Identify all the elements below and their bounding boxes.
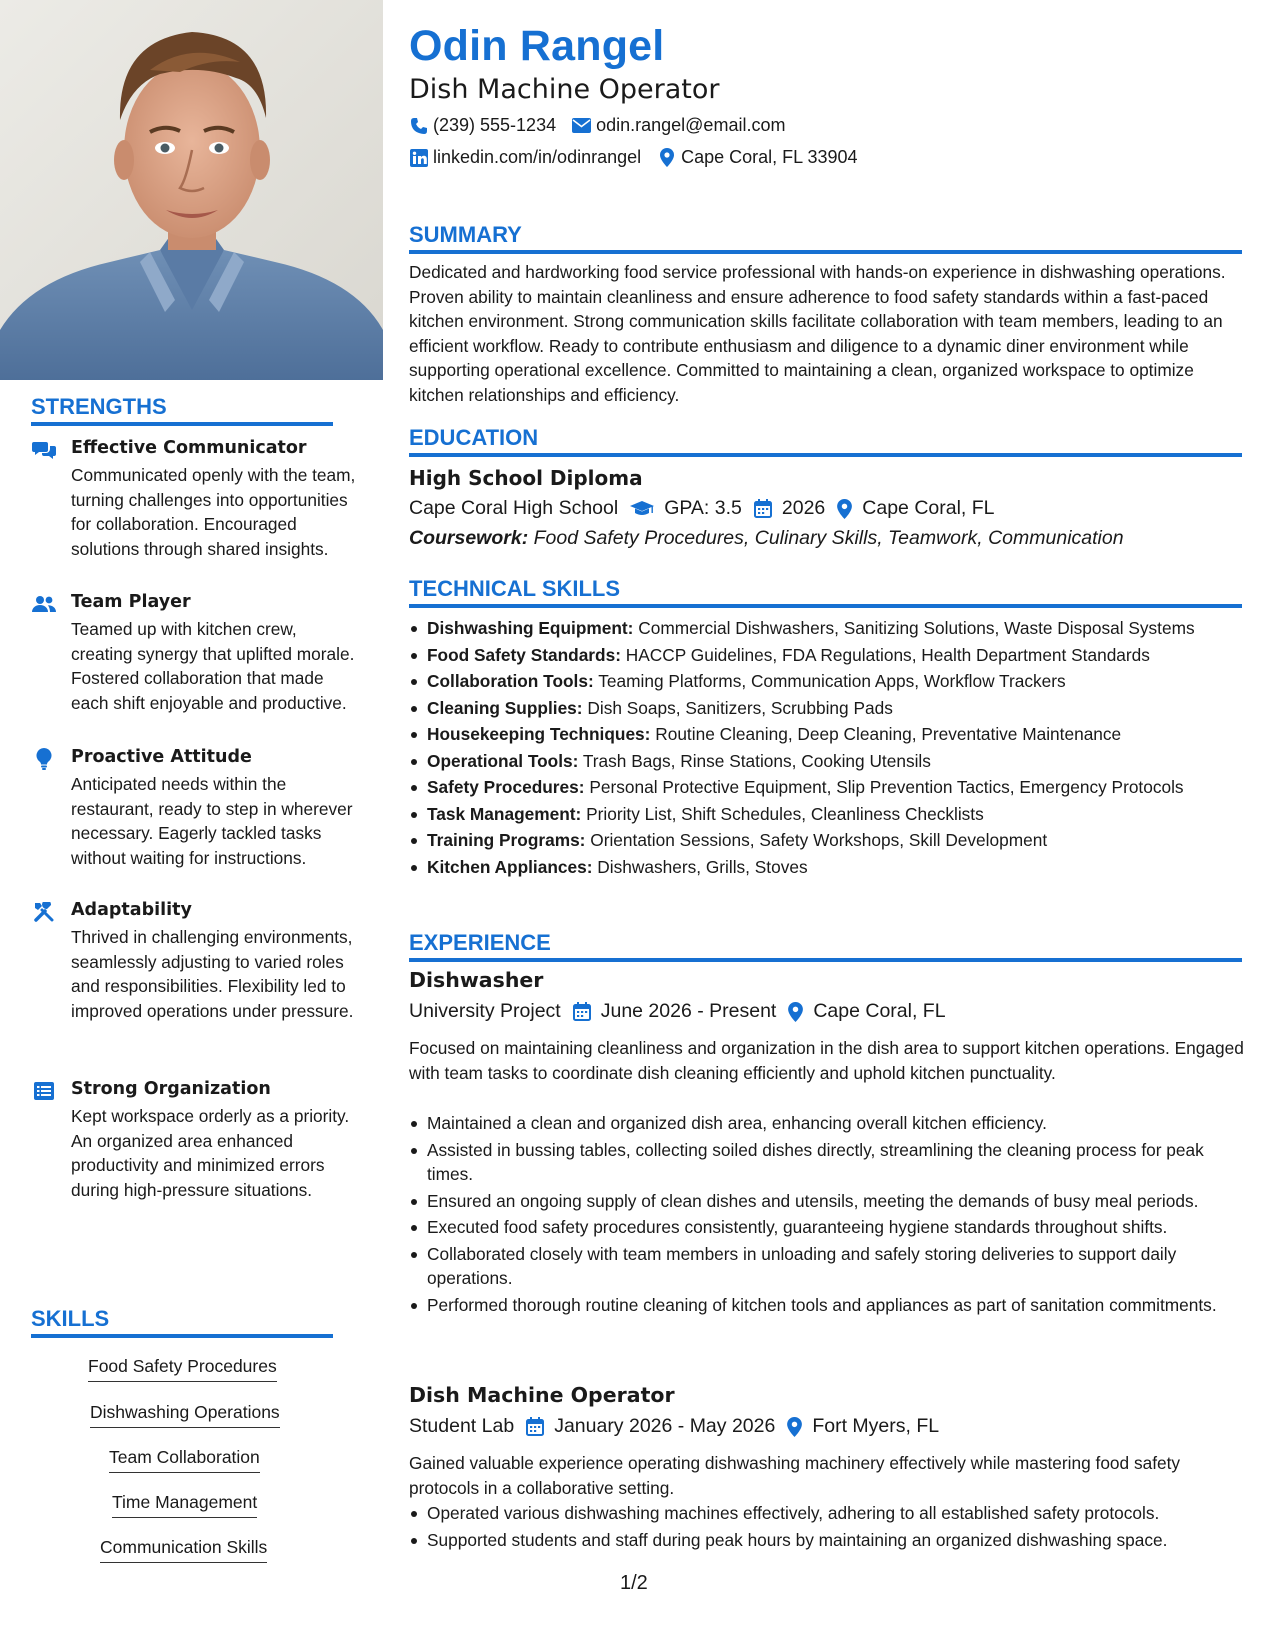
strength-title: Effective Communicator <box>71 438 307 458</box>
list-item: Kitchen Appliances: Dishwashers, Grills, Stoves <box>409 855 1244 880</box>
contact-row-1 <box>409 115 801 136</box>
list-item: Cleaning Supplies: Dish Soaps, Sanitizers, Scrubbing Pads <box>409 696 1244 721</box>
skills-heading: SKILLS <box>31 1306 110 1331</box>
location-pin-icon <box>788 1002 803 1022</box>
job-location: Fort Myers, FL <box>812 1415 940 1437</box>
list-item: Collaborated closely with team members in unloading and safely storing deliveries to support daily operations. <box>409 1242 1244 1291</box>
experience-rule <box>409 958 1242 962</box>
education-rule <box>409 453 1242 457</box>
list-icon <box>32 1080 56 1102</box>
coursework-text: Food Safety Procedures, Culinary Skills, Teamwork, Communication <box>533 527 1124 549</box>
education-meta <box>409 497 995 520</box>
candidate-name: Odin Rangel <box>409 22 665 70</box>
list-item: Safety Procedures: Personal Protective Equipment, Slip Prevention Tactics, Emergency Protocols <box>409 775 1244 800</box>
list-item: Operational Tools: Trash Bags, Rinse Stations, Cooking Utensils <box>409 749 1244 774</box>
coursework-line <box>409 527 1124 550</box>
coursework-label: Coursework: <box>409 527 529 549</box>
strength-title: Strong Organization <box>71 1079 271 1099</box>
degree-title: High School Diploma <box>409 466 643 490</box>
comments-icon <box>32 439 56 461</box>
calendar-icon <box>573 1002 591 1021</box>
summary-text: Dedicated and hardworking food service professional with hands-on experience in dishwashing operations. Proven ability to maintain cleanliness and ensure adherence to food safety standards within a fast-paced kitchen environment. Strong communication skills facilitate collaboration with team members, leading to an efficient workflow. Ready to contribute enthusiasm and diligence to a dynamic diner environment while supporting operational excellence. Committed to maintaining a clean, organized workspace to optimize kitchen relationships and efficiency. <box>409 262 1226 405</box>
tools-icon <box>32 901 56 923</box>
gpa-text: GPA: 3.5 <box>664 497 742 519</box>
technical-skills-list <box>409 616 1244 879</box>
list-item: Training Programs: Orientation Sessions, Safety Workshops, Skill Development <box>409 828 1244 853</box>
email-item[interactable] <box>572 115 785 136</box>
list-item: Dishwashing Equipment: Commercial Dishwashers, Sanitizing Solutions, Waste Disposal Systems <box>409 616 1244 641</box>
skill-tag: Dishwashing Operations <box>90 1402 280 1428</box>
list-item: Housekeeping Techniques: Routine Cleaning, Deep Cleaning, Preventative Maintenance <box>409 722 1244 747</box>
envelope-icon <box>572 116 591 135</box>
portrait-image <box>0 0 383 380</box>
list-item: Executed food safety procedures consistently, guaranteeing hygiene standards throughout shifts. <box>409 1215 1244 1240</box>
list-item: Task Management: Priority List, Shift Schedules, Cleanliness Checklists <box>409 802 1244 827</box>
job-bullets <box>409 1111 1244 1317</box>
technical-skills-rule <box>409 604 1242 608</box>
sidebar <box>0 0 383 1650</box>
job-meta <box>409 1415 939 1438</box>
job-dates: January 2026 - May 2026 <box>554 1415 776 1437</box>
phone-icon <box>409 116 428 135</box>
location-pin-icon <box>837 499 852 519</box>
page-number: 1/2 <box>620 1572 648 1594</box>
graduation-year: 2026 <box>781 497 826 519</box>
strength-title: Team Player <box>71 592 191 612</box>
lightbulb-icon <box>32 748 56 770</box>
job-org: University Project <box>409 1000 561 1022</box>
list-item: Performed thorough routine cleaning of kitchen tools and appliances as part of sanitation commitments. <box>409 1293 1244 1318</box>
list-item: Supported students and staff during peak hours by maintaining an organized dishwashing space. <box>409 1528 1244 1553</box>
strengths-rule <box>31 422 333 426</box>
list-item: Maintained a clean and organized dish area, enhancing overall kitchen efficiency. <box>409 1111 1244 1136</box>
list-item: Operated various dishwashing machines effectively, adhering to all established safety protocols. <box>409 1501 1244 1526</box>
location-pin-icon <box>787 1417 802 1437</box>
job-meta <box>409 1000 946 1023</box>
strength-desc: Teamed up with kitchen crew, creating synergy that uplifted morale. Fostered collaboration that made each shift enjoyable and productive. <box>71 619 355 713</box>
strength-title: Proactive Attitude <box>71 747 252 767</box>
linkedin-icon <box>409 148 428 167</box>
profile-photo <box>0 0 383 380</box>
email-text: odin.rangel@email.com <box>596 115 786 135</box>
linkedin-text: linkedin.com/in/odinrangel <box>433 147 642 167</box>
users-icon <box>32 593 56 615</box>
list-item: Collaboration Tools: Teaming Platforms, Communication Apps, Workflow Trackers <box>409 669 1244 694</box>
list-item: Food Safety Standards: HACCP Guidelines, FDA Regulations, Health Department Standards <box>409 643 1244 668</box>
contact-row-2 <box>409 147 874 168</box>
list-item: Assisted in bussing tables, collecting soiled dishes directly, streamlining the cleaning process for peak times. <box>409 1138 1244 1187</box>
skill-tag: Team Collaboration <box>109 1447 260 1473</box>
list-item: Ensured an ongoing supply of clean dishes and utensils, meeting the demands of busy meal periods. <box>409 1189 1244 1214</box>
summary-heading: SUMMARY <box>409 222 522 247</box>
job-dates: June 2026 - Present <box>600 1000 777 1022</box>
job-title: Dishwasher <box>409 968 544 992</box>
strength-desc: Anticipated needs within the restaurant, ready to step in wherever necessary. Eagerly tackled tasks without waiting for instructions. <box>71 774 353 868</box>
strength-title: Adaptability <box>71 900 192 920</box>
graduation-cap-icon <box>630 500 654 518</box>
education-heading: EDUCATION <box>409 425 539 450</box>
job-summary: Focused on maintaining cleanliness and organization in the dish area to support kitchen operations. Engaged with team tasks to coordinate dish cleaning efficiently and uphold kitchen punctuality. <box>409 1038 1244 1083</box>
calendar-icon <box>754 499 772 518</box>
linkedin-item[interactable] <box>409 147 641 168</box>
school-location: Cape Coral, FL <box>862 497 995 519</box>
summary-rule <box>409 250 1242 254</box>
strength-desc: Thrived in challenging environments, seamlessly adjusting to varied roles and responsibilities. Flexibility led to improved operations under pressure. <box>71 927 354 1021</box>
location-item <box>657 147 857 168</box>
job-org: Student Lab <box>409 1415 515 1437</box>
skill-tag: Food Safety Procedures <box>88 1356 277 1382</box>
strengths-heading: STRENGTHS <box>31 394 167 419</box>
experience-heading: EXPERIENCE <box>409 930 551 955</box>
strength-desc: Kept workspace orderly as a priority. An organized area enhanced productivity and minimized errors during high-pressure situations. <box>71 1106 350 1200</box>
candidate-title: Dish Machine Operator <box>409 74 720 105</box>
phone-text: (239) 555-1234 <box>433 115 557 135</box>
calendar-icon <box>526 1417 544 1436</box>
location-pin-icon <box>657 148 676 167</box>
strength-desc: Communicated openly with the team, turning challenges into opportunities for collaboration. Encouraged solutions through shared insights. <box>71 465 356 559</box>
phone-item[interactable] <box>409 115 556 136</box>
job-title: Dish Machine Operator <box>409 1383 675 1407</box>
skills-rule <box>31 1334 333 1338</box>
location-text: Cape Coral, FL 33904 <box>681 147 858 167</box>
technical-skills-heading: TECHNICAL SKILLS <box>409 576 621 601</box>
skill-tag: Time Management <box>112 1492 257 1518</box>
job-location: Cape Coral, FL <box>813 1000 946 1022</box>
skill-tag: Communication Skills <box>100 1537 267 1563</box>
job-summary: Gained valuable experience operating dishwashing machinery effectively while mastering food safety protocols in a collaborative setting. <box>409 1453 1181 1498</box>
job-bullets <box>409 1501 1244 1552</box>
school-name: Cape Coral High School <box>409 497 619 519</box>
